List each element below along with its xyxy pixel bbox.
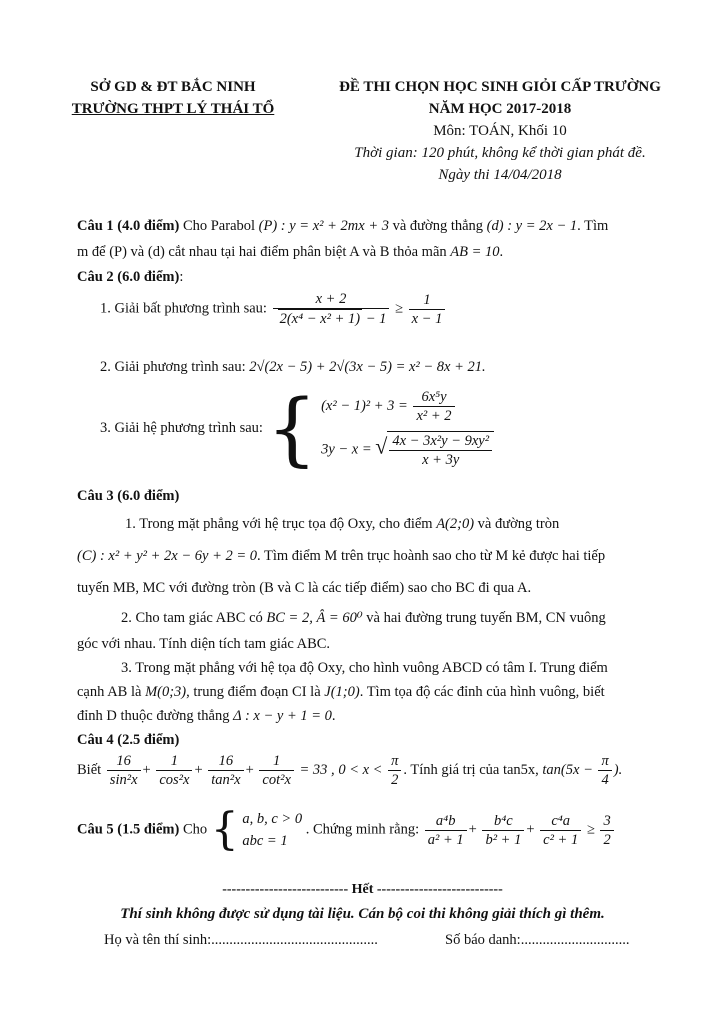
q4-tan-end: ).: [613, 762, 623, 778]
system-brace: {: [266, 381, 318, 475]
q3-p1-text-d: tuyến MB, MC với đường tròn (B và C là các tiếp điểm) sao cho BC đi qua A.: [77, 580, 532, 596]
q3-p2-text: 2. Cho tam giác ABC có: [121, 610, 263, 626]
q2-p1-sqrt: 2(x⁴ − x² + 1): [279, 311, 361, 327]
q1-line: (d) : y = 2x − 1: [486, 218, 578, 234]
q5-brace: {: [210, 804, 239, 855]
question-1: [77, 214, 663, 238]
q3-p2-text-b: và hai đường trung tuyến BM, CN vuông: [366, 610, 606, 626]
candidate-id-field: Số báo danh:..............................: [445, 932, 630, 948]
q3-part1-end: [77, 576, 663, 600]
q5-cond-2: abc = 1: [242, 833, 288, 849]
q1-text-d: m để (P) và (d) cắt nhau tại hai điểm phân biệt A và B thỏa mãn: [77, 244, 447, 260]
q2-p3-eq2-num: 4x − 3x²y − 9xy²: [389, 432, 492, 451]
q4-pi-num: π: [388, 752, 401, 771]
q5-r-num: 3: [600, 812, 613, 831]
q2-title: Câu 2 (6.0 điểm): [77, 269, 180, 285]
q5-t3-den: c² + 1: [543, 831, 579, 848]
question-1-cont: [77, 240, 663, 264]
q4-range: 0 < x <: [338, 762, 383, 778]
q4-f3-den: tan²x: [211, 772, 241, 788]
q5-title: Câu 5 (1.5 điểm): [77, 821, 180, 838]
q4-f2-num: 1: [156, 752, 192, 771]
q2-p1-ge: ≥: [395, 300, 403, 317]
q3-part2-cont: [77, 632, 663, 656]
q2-p1-den-rest: − 1: [365, 311, 387, 327]
q2-p3-system: [321, 388, 496, 469]
q3-point-j: J(1;0): [324, 684, 360, 700]
question-4-title: [77, 728, 663, 752]
q3-p3-text-b2: , trung điểm đoạn CI là: [186, 684, 321, 700]
q1-title: Câu 1 (4.0 điểm): [77, 218, 180, 234]
q5-t1-den: a² + 1: [427, 831, 464, 848]
q2-part2: [100, 355, 660, 379]
q5-ge: ≥: [586, 821, 595, 838]
q3-part3-cont: [77, 680, 663, 704]
q4-statement: Biết $\frac{16}{\text{sin²x}}$ + $\frac{1}{\text{cos²x}}$ + $\frac{16}{\text{tan²x}}$ + $\frac{1}{\text{cot²x}}$ = 33 , 0 < x < $\frac{\pi}{2}$ . Tính giá trị của tan5x, tan(5x − $\frac{\pi}{4}$ ).: [77, 753, 623, 788]
q2-p1-lhs: [273, 290, 390, 328]
question-5: Câu 5 (1.5 điểm) Cho { a, b, c > 0 abc = 1 . Chứng minh rằng: $\frac{\text{a⁴b}}{\text{a² + 1}}$ + $\frac{\text{b⁴c}}{\text{b² + 1}}$ + $\frac{\text{c⁴a}}{\text{c² + 1}}$ ≥ $\frac{3}{2}$: [77, 808, 677, 852]
q3-p3-text: 3. Trong mặt phẳng với hệ tọa độ Oxy, cho hình vuông ABCD có tâm I. Trung điểm: [121, 660, 608, 676]
q2-p2-label: 2. Giải phương trình sau:: [100, 359, 246, 375]
q4-title: Câu 4 (2.5 điểm): [77, 732, 180, 748]
q5-t1-num: a⁴b: [425, 812, 467, 831]
q3-part1-cont: [77, 544, 663, 568]
q3-title: Câu 3 (6.0 điểm): [77, 488, 180, 504]
q5-conditions: [242, 808, 302, 852]
q4-eq: = 33 ,: [299, 762, 335, 778]
q2-p3-eq2: 3y − x = √ $\frac{\text{4x − 3x²y − 9xy²}}{x + 3y}$: [321, 431, 496, 469]
q3-part3-end: [77, 704, 663, 728]
q3-part3: [77, 656, 663, 680]
q5-text: . Chứng minh rằng:: [305, 821, 420, 838]
exam-title: ĐỀ THI CHỌN HỌC SINH GIỎI CẤP TRƯỜNG: [339, 79, 661, 95]
time-limit: Thời gian: 120 phút, không kể thời gian phát đề.: [354, 145, 646, 161]
end-marker: --------------------------- Hết ---------------------------: [222, 882, 503, 897]
q1-text: Cho Parabol: [182, 218, 256, 234]
q3-p3-text-c1: đỉnh D thuộc đường thẳng: [77, 708, 230, 724]
q2-p3-eq2-left: 3y − x =: [321, 441, 372, 458]
q1-parabola: (P) : y = x² + 2mx + 3: [258, 218, 389, 234]
q4-pi4-den: 4: [601, 772, 609, 788]
q2-p3-eq1-left: (x² − 1)² + 3 =: [321, 397, 408, 414]
exam-date: Ngày thi 14/04/2018: [438, 167, 562, 183]
q2-p3-label: 3. Giải hệ phương trình sau:: [100, 420, 263, 436]
q4-f4-num: 1: [259, 752, 294, 771]
q4-pi4-num: π: [598, 752, 611, 771]
q3-line-delta: Δ : x − y + 1 = 0: [233, 708, 332, 724]
q1-text-b: và đường thẳng: [392, 218, 484, 234]
q3-point-a: A(2;0): [436, 516, 475, 532]
q2-p2-equation: 2√(2x − 5) + 2√(3x − 5) = x² − 8x + 21.: [249, 359, 486, 375]
q1-text-c: . Tìm: [577, 218, 609, 234]
q3-p3-text-c2: .: [331, 708, 336, 724]
q2-p3-eq1-den: x² + 2: [416, 408, 452, 424]
q4-f1-num: 16: [107, 752, 141, 771]
q3-p1-text-c: . Tìm điểm M trên trục hoành sao cho từ M kẻ được hai tiếp: [257, 548, 606, 564]
q4-pi-den: 2: [391, 772, 399, 788]
q2-p1-numerator: x + 2: [273, 290, 390, 309]
q3-p3-text-b3: . Tìm tọa độ các đỉnh của hình vuông, biết: [359, 684, 605, 700]
subject: Môn: TOÁN, Khối 10: [433, 123, 567, 139]
q4-f1-den: sin²x: [109, 772, 138, 788]
q2-title-suffix: :: [179, 269, 184, 285]
q4-text: . Tính giá trị của tan5x,: [403, 762, 539, 778]
q3-p1-text: 1. Trong mặt phẳng với hệ trục tọa độ Oxy, cho điểm: [125, 516, 433, 532]
q2-p1-rnum: 1: [409, 291, 446, 310]
q2-p1-rden: x − 1: [411, 310, 443, 327]
q1-text-e: .: [499, 244, 504, 260]
q2-p3-eq1: [321, 388, 496, 425]
department-name: SỞ GD & ĐT BẮC NINH: [90, 79, 256, 95]
q5-r-den: 2: [603, 831, 611, 848]
q3-p2-condition: BC = 2, Â = 60⁰: [266, 610, 363, 626]
q5-cond-1: a, b, c > 0: [242, 811, 303, 827]
q4-f3-num: 16: [208, 752, 243, 771]
q2-p1-label: 1. Giải bất phương trình sau:: [100, 300, 267, 317]
q3-p3-text-b1: cạnh AB là: [77, 684, 142, 700]
school-name: TRƯỜNG THPT LÝ THÁI TỔ: [71, 101, 275, 117]
q3-point-m: M(0;3): [145, 684, 187, 700]
q4-f4-den: cot²x: [262, 772, 291, 788]
q2-part3: [100, 381, 680, 475]
q5-cho: Cho: [182, 821, 208, 838]
question-3-title: [77, 484, 663, 508]
q3-part2: [77, 606, 663, 630]
q2-p3-eq1-num: 6x⁵y: [413, 388, 454, 407]
q5-t3-num: c⁴a: [540, 812, 581, 831]
q4-biet: Biết: [77, 762, 102, 778]
q3-circle: (C) : x² + y² + 2x − 6y + 2 = 0: [77, 548, 258, 564]
q2-p1-rhs: [409, 291, 446, 328]
q2-p3-eq2-den: x + 3y: [422, 452, 460, 468]
q5-t2-num: b⁴c: [482, 812, 524, 831]
q3-p1-text-b: và đường tròn: [477, 516, 560, 532]
q2-part1: [100, 290, 660, 328]
question-2-title: [77, 265, 663, 289]
q4-f2-den: cos²x: [159, 772, 190, 788]
exam-note: Thí sinh không được sử dụng tài liệu. Cán bộ coi thi không giải thích gì thêm.: [120, 906, 605, 922]
q1-condition: AB = 10: [450, 244, 500, 260]
exam-header: [320, 76, 680, 186]
q3-p2-text-c: góc với nhau. Tính diện tích tam giác ABC.: [77, 636, 331, 652]
q3-part1: [77, 512, 663, 536]
q4-tan: tan(5x −: [542, 762, 593, 778]
candidate-name-field: Họ và tên thí sinh:..............................................: [104, 932, 378, 948]
school-year: NĂM HỌC 2017-2018: [428, 101, 572, 117]
q5-t2-den: b² + 1: [485, 831, 522, 848]
school-header: [38, 76, 308, 120]
